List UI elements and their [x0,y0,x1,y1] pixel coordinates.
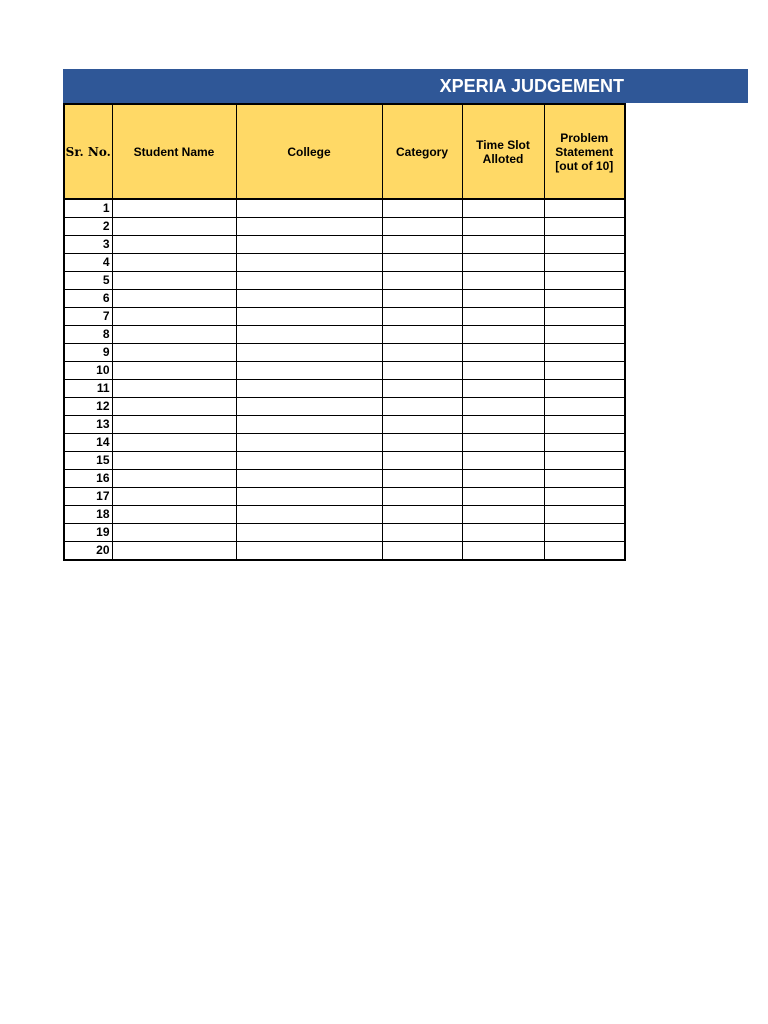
problem-statement-cell[interactable] [544,416,625,434]
time-slot-cell[interactable] [462,488,544,506]
student-name-cell[interactable] [112,416,236,434]
time-slot-cell[interactable] [462,254,544,272]
time-slot-cell[interactable] [462,218,544,236]
header-time-slot[interactable]: Time Slot Alloted [462,104,544,199]
problem-statement-cell[interactable] [544,488,625,506]
time-slot-cell[interactable] [462,524,544,542]
table-row [64,344,625,362]
problem-statement-cell[interactable] [544,452,625,470]
header-problem-statement[interactable]: Problem Statement [out of 10] [544,104,625,199]
sr-no-cell[interactable]: 12 [64,398,112,416]
table-row [64,254,625,272]
student-name-cell[interactable] [112,506,236,524]
college-cell[interactable] [236,236,382,254]
time-slot-cell[interactable] [462,290,544,308]
sr-no-cell[interactable]: 3 [64,236,112,254]
student-name-cell[interactable] [112,524,236,542]
header-row [64,104,625,199]
category-cell[interactable] [382,290,462,308]
sr-no-cell[interactable]: 18 [64,506,112,524]
problem-statement-cell[interactable] [544,470,625,488]
time-slot-cell[interactable] [462,362,544,380]
sr-no-cell[interactable]: 8 [64,326,112,344]
table-row [64,272,625,290]
category-cell[interactable] [382,452,462,470]
category-cell[interactable] [382,506,462,524]
table-row [64,362,625,380]
college-cell[interactable] [236,344,382,362]
student-name-cell[interactable] [112,326,236,344]
table-row [64,542,625,561]
table-row [64,236,625,254]
problem-statement-cell[interactable] [544,344,625,362]
sr-no-cell[interactable]: 2 [64,218,112,236]
problem-statement-cell[interactable] [544,218,625,236]
category-cell[interactable] [382,218,462,236]
time-slot-cell[interactable] [462,272,544,290]
college-cell[interactable] [236,362,382,380]
time-slot-cell[interactable] [462,326,544,344]
problem-statement-cell[interactable] [544,272,625,290]
problem-statement-cell[interactable] [544,542,625,561]
category-cell[interactable] [382,199,462,218]
time-slot-cell[interactable] [462,470,544,488]
time-slot-cell[interactable] [462,308,544,326]
problem-statement-cell[interactable] [544,380,625,398]
college-cell[interactable] [236,272,382,290]
college-cell[interactable] [236,199,382,218]
student-name-cell[interactable] [112,236,236,254]
time-slot-cell[interactable] [462,199,544,218]
problem-statement-cell[interactable] [544,326,625,344]
sr-no-cell[interactable]: 17 [64,488,112,506]
sr-no-cell[interactable]: 10 [64,362,112,380]
sr-no-cell[interactable]: 7 [64,308,112,326]
category-cell[interactable] [382,326,462,344]
table-row [64,416,625,434]
college-cell[interactable] [236,506,382,524]
table-row [64,434,625,452]
problem-statement-cell[interactable] [544,398,625,416]
time-slot-cell[interactable] [462,380,544,398]
student-name-cell[interactable] [112,290,236,308]
table-row [64,470,625,488]
student-name-cell[interactable] [112,308,236,326]
time-slot-cell[interactable] [462,398,544,416]
problem-statement-cell[interactable] [544,199,625,218]
student-name-cell[interactable] [112,362,236,380]
table-row [64,326,625,344]
category-cell[interactable] [382,416,462,434]
student-name-cell[interactable] [112,542,236,561]
table-row [64,218,625,236]
category-cell[interactable] [382,398,462,416]
header-college[interactable]: College [236,104,382,199]
student-name-cell[interactable] [112,344,236,362]
sr-no-cell[interactable]: 5 [64,272,112,290]
college-cell[interactable] [236,452,382,470]
college-cell[interactable] [236,218,382,236]
sr-no-cell[interactable]: 1 [64,199,112,218]
college-cell[interactable] [236,398,382,416]
table-row [64,506,625,524]
problem-statement-cell[interactable] [544,254,625,272]
problem-statement-cell[interactable] [544,236,625,254]
sr-no-cell[interactable]: 11 [64,380,112,398]
category-cell[interactable] [382,488,462,506]
student-name-cell[interactable] [112,272,236,290]
time-slot-cell[interactable] [462,506,544,524]
table-row [64,524,625,542]
sr-no-cell[interactable]: 19 [64,524,112,542]
judgement-table [63,103,626,561]
category-cell[interactable] [382,272,462,290]
college-cell[interactable] [236,326,382,344]
college-cell[interactable] [236,308,382,326]
problem-statement-cell[interactable] [544,434,625,452]
sheet-title: XPERIA JUDGEMENT [439,76,624,96]
problem-statement-cell[interactable] [544,308,625,326]
student-name-cell[interactable] [112,434,236,452]
table-row [64,308,625,326]
student-name-cell[interactable] [112,398,236,416]
time-slot-cell[interactable] [462,344,544,362]
category-cell[interactable] [382,380,462,398]
header-sr-no[interactable]: Sr. No. [64,104,112,199]
sr-no-cell[interactable]: 20 [64,542,112,561]
college-cell[interactable] [236,380,382,398]
college-cell[interactable] [236,254,382,272]
category-cell[interactable] [382,254,462,272]
category-cell[interactable] [382,470,462,488]
student-name-cell[interactable] [112,470,236,488]
time-slot-cell[interactable] [462,236,544,254]
college-cell[interactable] [236,434,382,452]
category-cell[interactable] [382,524,462,542]
time-slot-cell[interactable] [462,416,544,434]
table-body [64,199,625,560]
header-student-name[interactable]: Student Name [112,104,236,199]
student-name-cell[interactable] [112,452,236,470]
category-cell[interactable] [382,344,462,362]
student-name-cell[interactable] [112,488,236,506]
college-cell[interactable] [236,488,382,506]
college-cell[interactable] [236,416,382,434]
sr-no-cell[interactable]: 9 [64,344,112,362]
college-cell[interactable] [236,542,382,561]
problem-statement-cell[interactable] [544,290,625,308]
category-cell[interactable] [382,362,462,380]
table-row [64,199,625,218]
sr-no-cell[interactable]: 4 [64,254,112,272]
table-row [64,398,625,416]
category-cell[interactable] [382,308,462,326]
time-slot-cell[interactable] [462,434,544,452]
student-name-cell[interactable] [112,199,236,218]
student-name-cell[interactable] [112,254,236,272]
problem-statement-cell[interactable] [544,506,625,524]
sr-no-cell[interactable]: 13 [64,416,112,434]
college-cell[interactable] [236,524,382,542]
category-cell[interactable] [382,236,462,254]
category-cell[interactable] [382,542,462,561]
table-row [64,488,625,506]
student-name-cell[interactable] [112,380,236,398]
sheet-title-bar [63,69,748,103]
problem-statement-cell[interactable] [544,362,625,380]
student-name-cell[interactable] [112,218,236,236]
college-cell[interactable] [236,470,382,488]
sr-no-cell[interactable]: 16 [64,470,112,488]
sr-no-cell[interactable]: 6 [64,290,112,308]
table-row [64,452,625,470]
problem-statement-cell[interactable] [544,524,625,542]
table-row [64,380,625,398]
table-row [64,290,625,308]
sr-no-cell[interactable]: 14 [64,434,112,452]
time-slot-cell[interactable] [462,542,544,561]
sr-no-cell[interactable]: 15 [64,452,112,470]
time-slot-cell[interactable] [462,452,544,470]
college-cell[interactable] [236,290,382,308]
header-category[interactable]: Category [382,104,462,199]
category-cell[interactable] [382,434,462,452]
